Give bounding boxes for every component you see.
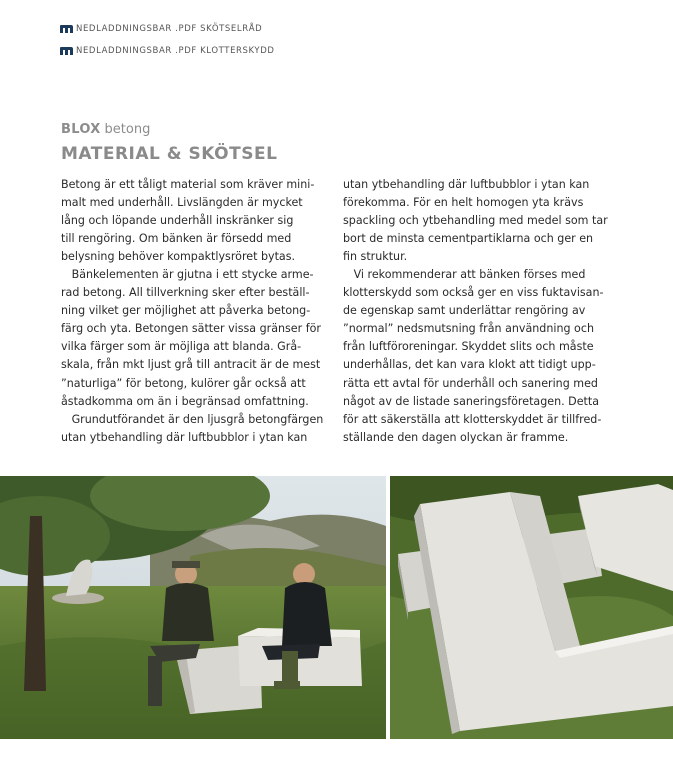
text-line: från luftföroreningar. Skyddet slits och måste xyxy=(343,340,594,354)
text-line: åstadkomma om än i begränsad omfattning. xyxy=(61,394,309,408)
text-line: vilka färger som är möjliga att blanda. Grå- xyxy=(61,340,302,354)
text-line: färg och yta. Betongen sätter vissa gränser för xyxy=(61,322,321,336)
text-column-right xyxy=(343,176,613,447)
text-line: för att säkerställa att klotterskyddet är tillfred- xyxy=(343,412,602,426)
text-line: ställande den dagen olyckan är framme. xyxy=(343,430,569,444)
text-line: lång och löpande underhåll inskränker sig xyxy=(61,214,294,228)
download-link-label: NEDLADDNINGSBAR .PDF KLOTTERSKYDD xyxy=(76,46,275,56)
photo-people-on-bench xyxy=(0,476,386,739)
text-line: klotterskydd som också ger en viss fuktavisan- xyxy=(343,286,604,300)
text-line: Grundutförandet är den ljusgrå betongfärgen xyxy=(61,412,324,426)
download-link-care-advice[interactable] xyxy=(60,24,262,34)
m-logo-icon xyxy=(60,47,73,55)
text-line: utan ytbehandling där luftbubblor i ytan kan xyxy=(61,430,308,444)
text-line: utan ytbehandling där luftbubblor i ytan kan xyxy=(343,178,590,191)
text-line: belysning behöver kompaktlysröret bytas. xyxy=(61,250,296,264)
text-line: ning vilket ger möjlighet att påverka betong- xyxy=(61,304,311,318)
text-line: bort de minsta cementpartiklarna och ger en xyxy=(343,232,594,246)
text-line: Betong är ett tåligt material som kräver mini- xyxy=(61,178,315,191)
text-line: spackling och ytbehandling med medel som tar xyxy=(343,214,608,228)
text-column-left xyxy=(61,176,331,447)
photo-strip xyxy=(0,476,673,739)
text-line: ”normal” nedsmutsning från användning och xyxy=(343,322,594,336)
text-line: Vi rekommenderar att bänken förses med xyxy=(343,268,586,282)
page-title: MATERIAL & SKÖTSEL xyxy=(61,144,278,164)
text-line: rätta ett avtal för underhåll och sanering med xyxy=(343,376,598,390)
brand-name: BLOX xyxy=(61,122,101,137)
text-line: något av de listade saneringsföretagen. Detta xyxy=(343,394,600,408)
download-link-graffiti-protection[interactable] xyxy=(60,46,275,56)
photo-bench-closeup xyxy=(390,476,673,739)
text-line: malt med underhåll. Livslängden är mycket xyxy=(61,196,303,210)
text-line: de egenskap samt underlättar rengöring av xyxy=(343,304,586,318)
text-line: till rengöring. Om bänken är försedd med xyxy=(61,232,292,246)
text-line: underhållas, det kan vara klokt att tidigt upp- xyxy=(343,358,596,372)
text-line: ”naturliga” för betong, kulörer går också att xyxy=(61,376,306,390)
text-line: Bänkelementen är gjutna i ett stycke arme- xyxy=(61,268,314,282)
text-line: rad betong. All tillverkning sker efter beställ- xyxy=(61,286,310,300)
text-line: fin struktur. xyxy=(343,250,408,264)
download-link-label: NEDLADDNINGSBAR .PDF SKÖTSELRÅD xyxy=(76,24,263,34)
brand-subtitle: betong xyxy=(104,122,151,137)
text-line: skala, från mkt ljust grå till antracit är de mest xyxy=(61,358,321,372)
brand-line xyxy=(61,122,150,137)
text-line: förekomma. För en helt homogen yta krävs xyxy=(343,196,584,210)
m-logo-icon xyxy=(60,25,73,33)
